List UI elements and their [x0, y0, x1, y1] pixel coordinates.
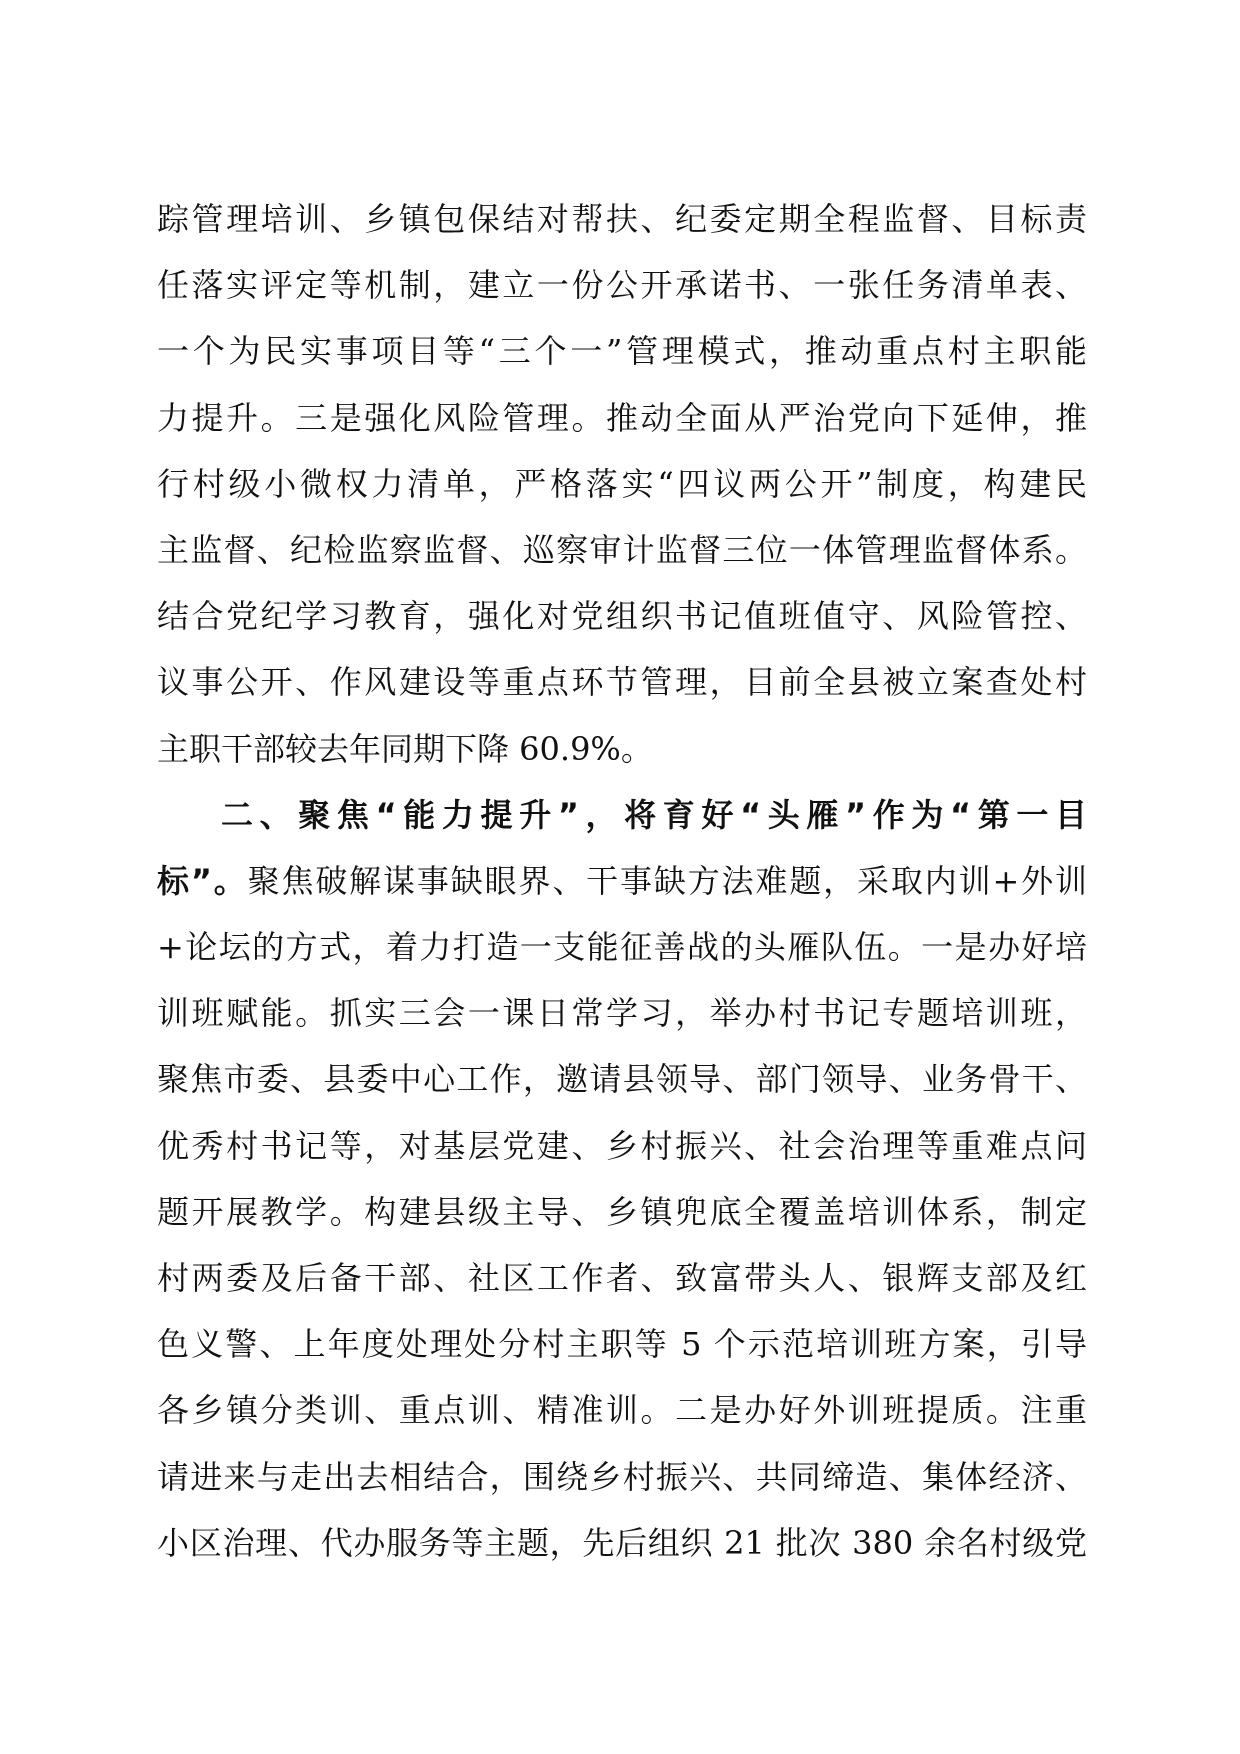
- text-line: 结合党纪学习教育，强化对党组织书记值班值守、风险管控、: [157, 597, 1087, 636]
- text-line: 一个为民实事项目等“三个一”管理模式，推动重点村主职能: [157, 332, 1087, 371]
- text-line: 行村级小微权力清单，严格落实“四议两公开”制度，构建民: [157, 464, 1087, 503]
- text-line: 题开展教学。构建县级主导、乡镇兜底全覆盖培训体系，制定: [157, 1192, 1087, 1231]
- text-line: 小区治理、代办服务等主题，先后组织 21 批次 380 余名村级党: [157, 1523, 1087, 1562]
- text-line-heading-continuation: [157, 848, 1087, 914]
- text-line: 任落实评定等机制，建立一份公开承诺书、一张任务清单表、: [157, 266, 1087, 305]
- document-body: [157, 186, 1087, 1576]
- text-line: 村两委及后备干部、社区工作者、致富带头人、银辉支部及红: [157, 1259, 1087, 1297]
- text-line: 议事公开、作风建设等重点环节管理，目前全县被立案查处村: [157, 663, 1087, 702]
- text-line: 踪管理培训、乡镇包保结对帮扶、纪委定期全程监督、目标责: [157, 200, 1087, 238]
- text-line: 主监督、纪检监察监督、巡察审计监督三位一体管理监督体系。: [157, 530, 1087, 569]
- text-line: 训班赋能。抓实三会一课日常学习，举办村书记专题培训班，: [157, 994, 1087, 1033]
- text-line: 请进来与走出去相结合，围绕乡村振兴、共同缔造、集体经济、: [157, 1457, 1087, 1496]
- text-line: +论坛的方式，着力打造一支能征善战的头雁队伍。一是办好培: [157, 928, 1087, 967]
- section-heading: 二、聚焦“能力提升”，将育好“头雁”作为“第一目: [221, 795, 1087, 834]
- text-line: 各乡镇分类训、重点训、精准训。二是办好外训班提质。注重: [157, 1391, 1087, 1430]
- section-heading-end: 标”。: [157, 861, 248, 900]
- text-line: 优秀村书记等，对基层党建、乡村振兴、社会治理等重难点问: [157, 1126, 1087, 1165]
- text-line: 主职干部较去年同期下降 60.9%。: [157, 729, 653, 768]
- text-line: 聚焦市委、县委中心工作，邀请县领导、部门领导、业务骨干、: [157, 1060, 1087, 1099]
- heading-following-text: 聚焦破解谋事缺眼界、干事缺方法难题，采取内训+外训: [247, 861, 1087, 900]
- text-line: 色义警、上年度处理处分村主职等 5 个示范培训班方案，引导: [157, 1325, 1087, 1364]
- paragraph-capability-improvement: [157, 782, 1087, 1576]
- text-line: 力提升。三是强化风险管理。推动全面从严治党向下延伸，推: [157, 398, 1087, 437]
- paragraph-risk-management: [157, 186, 1087, 782]
